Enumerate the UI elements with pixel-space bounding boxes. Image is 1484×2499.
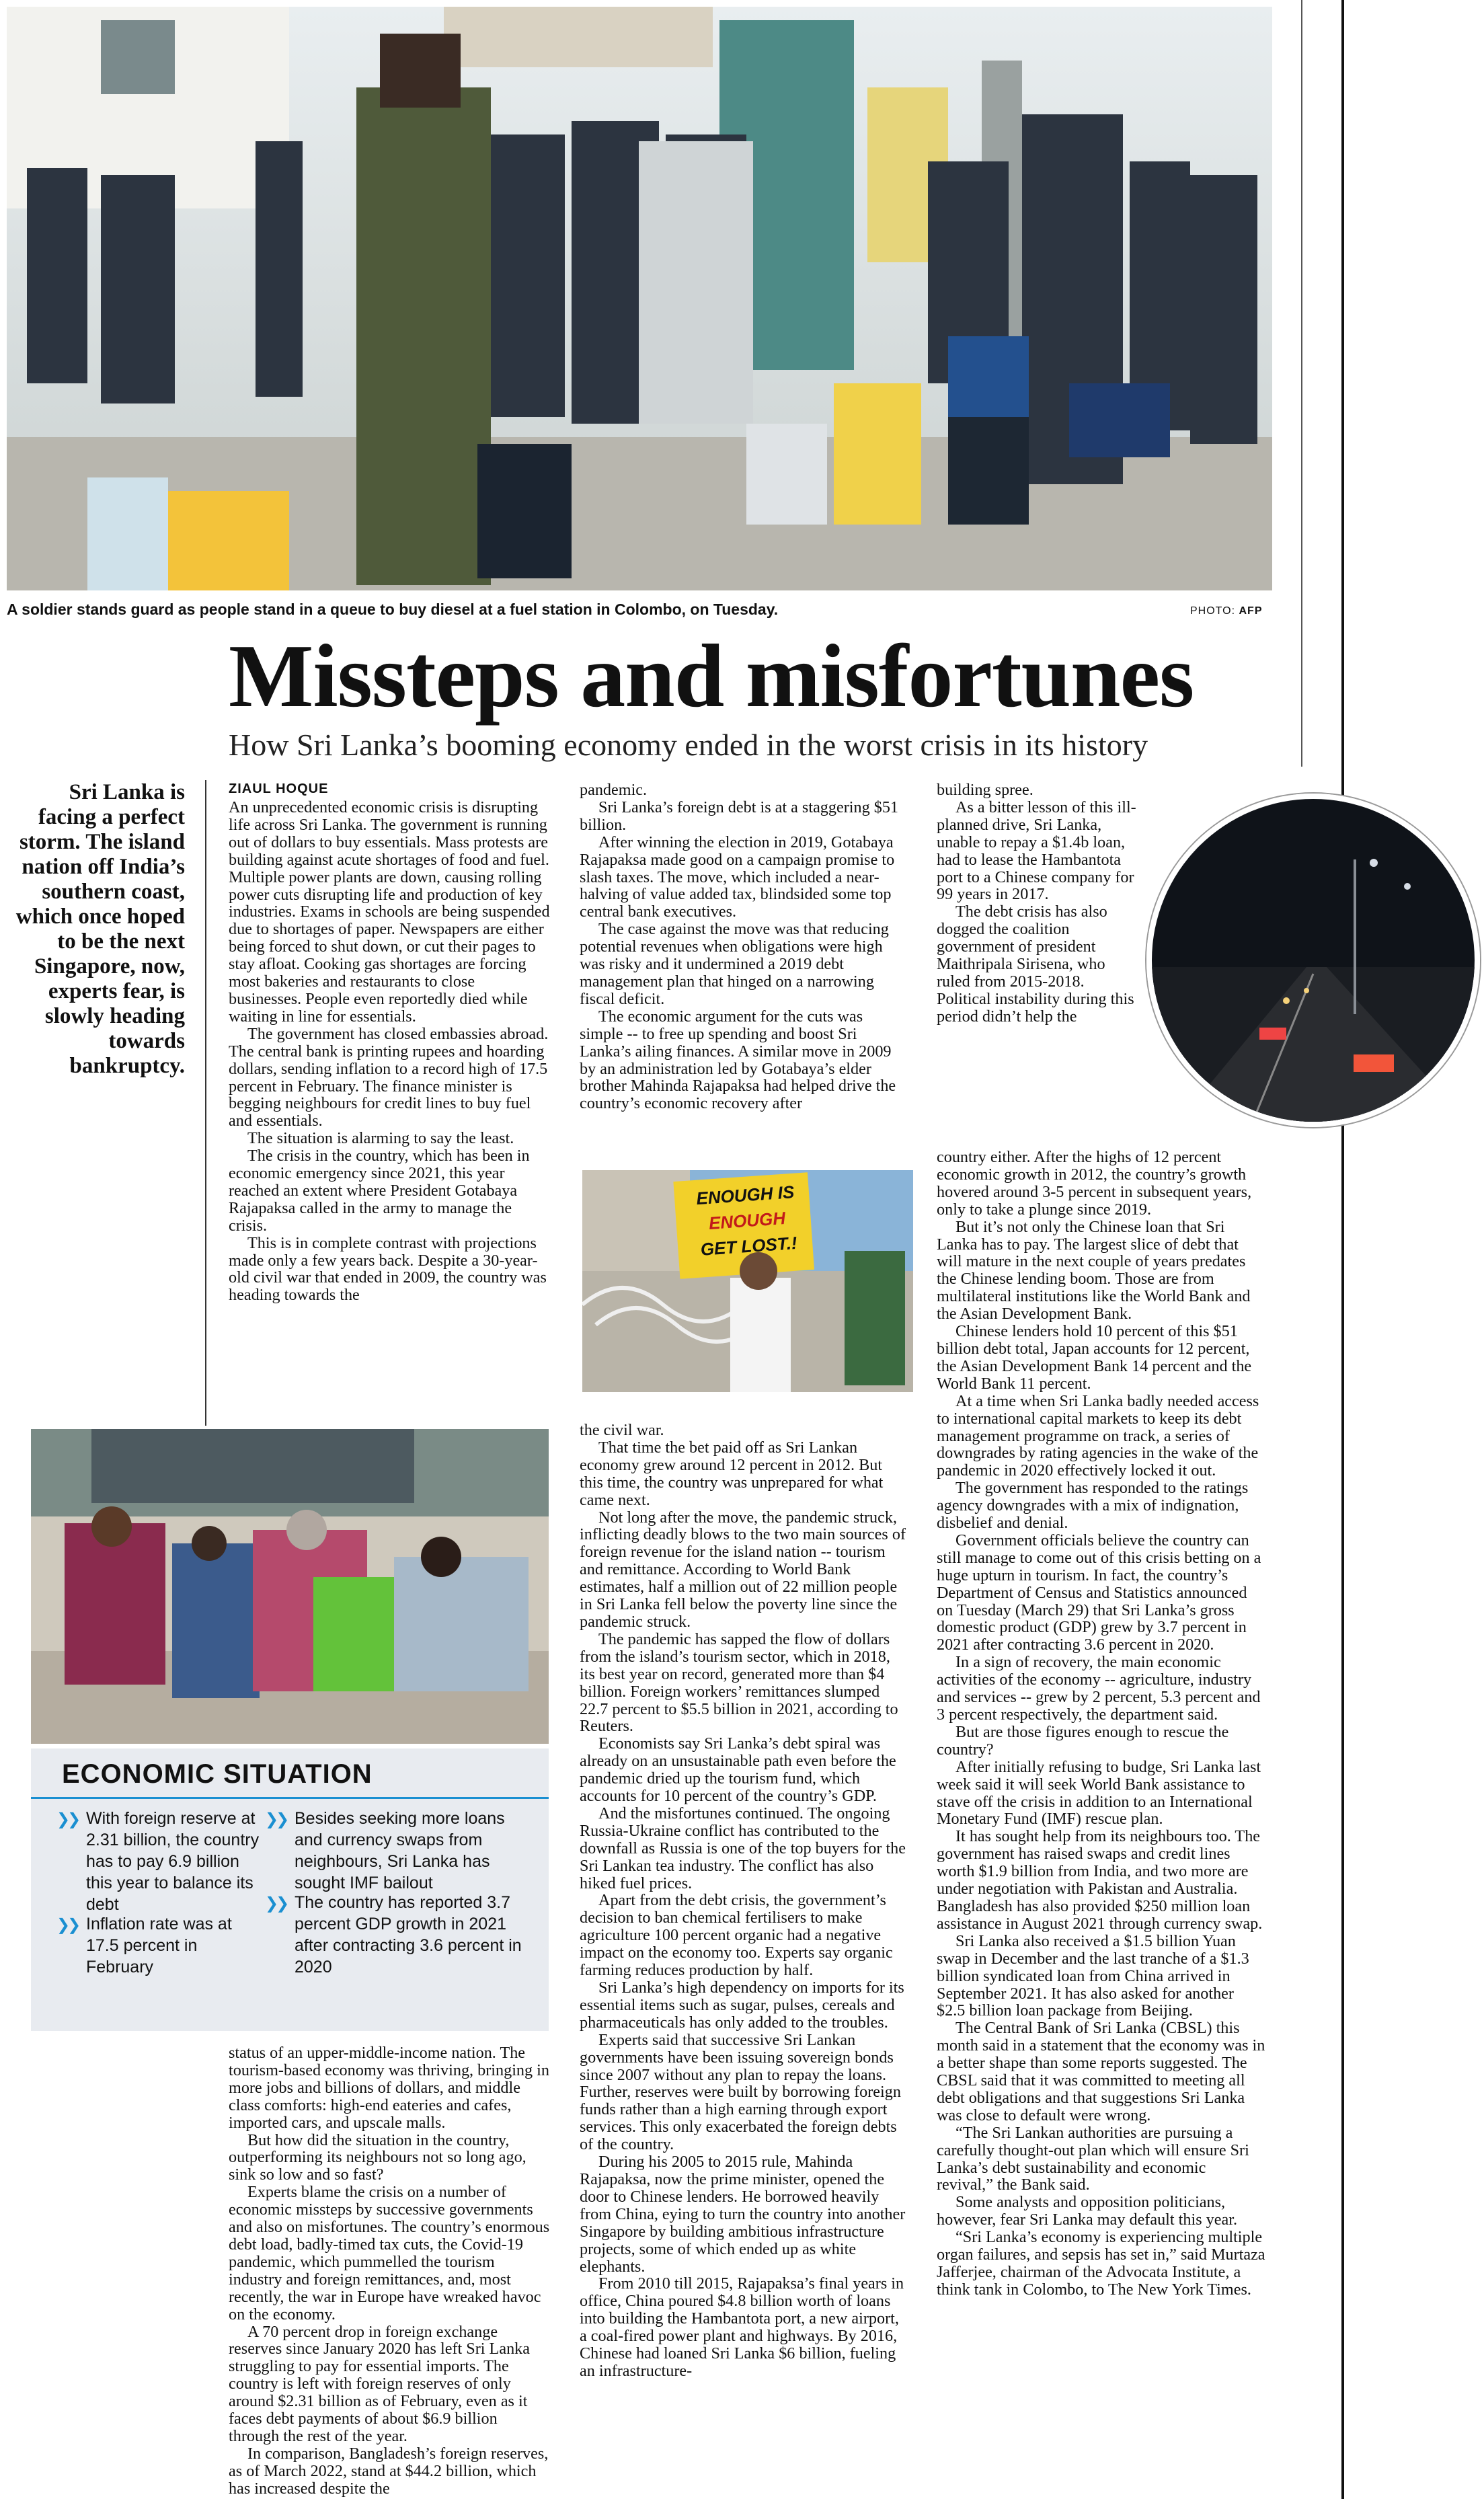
paragraph: In comparison, Bangladesh’s foreign reserves, as of March 2022, stand at $44.2 billion, which has increased despite the [229, 2444, 549, 2498]
arrow-icon: ❯❯ [265, 1810, 287, 1829]
paragraph: But are those figures enough to rescue the country? [937, 1722, 1229, 1759]
econ-bullet [265, 1808, 530, 1894]
paragraph: Apart from the debt crisis, the government’s decision to ban chemical fertilisers to make agriculture 100 percent organic had a negative impact on the economy too. Experts say organic farming reduces production by half. [580, 1891, 893, 1980]
paragraph: The economic argument for the cuts was simple -- to free up spending and boost Sri Lanka’s ailing finances. A similar move in 2009 by an administration led by Gotabaya’s elder brother Mahinda Rajapaksa had helped drive the country’s economic recovery after [580, 1007, 896, 1113]
paragraph: The debt crisis has also dogged the coalition government of president Maithripala Sirisena, who ruled from 2015-2018. Political instability during this period didn’t help the [937, 902, 1134, 1026]
sign-line: ENOUGH [708, 1208, 786, 1233]
bullet-text: Inflation rate was at 17.5 percent in February [86, 1915, 232, 1976]
paragraph: Experts said that successive Sri Lankan governments have been issuing sovereign bonds since 2007 without any plan to repay the loans. Further, reserves were built by borrowing foreign funds rather than a high earning through export services. This only exacerbated the foreign debts of the country. [580, 2030, 901, 2154]
rule-top-right [1301, 0, 1302, 767]
bullet-text: The country has reported 3.7 percent GDP growth in 2021 after contracting 3.6 percent in 2020 [295, 1893, 522, 1976]
paragraph: A 70 percent drop in foreign exchange reserves since January 2020 has left Sri Lanka struggling to pay for essential imports. The country is left with foreign reserves of only around $2.31 billion as of February, even as it faces debt payments of about $6.9 billion through the rest of the year. [229, 2322, 530, 2445]
article-column-2a [580, 781, 909, 1112]
byline: ZIAUL HOQUE [229, 781, 329, 796]
paragraph: At a time when Sri Lanka badly needed access to international capital markets to keep its debt management programme on track, a series of downgrades by rating agencies in the wake of the pandemic in 2020 effectively locked it out. [937, 1391, 1259, 1480]
night-road-photo [1146, 794, 1480, 1127]
paragraph: “Sri Lanka’s economy is experiencing multiple organ failures, and sepsis has set in,” said Murtaza Jafferjee, chairman of the Advocata Institute, a think tank in Colombo, to The New York Times. [937, 2228, 1265, 2299]
paragraph: Economists say Sri Lanka’s debt spiral was already on an unsustainable path even before the pandemic dried up the tourism fund, which accounts for 10 percent of the country’s GDP. [580, 1734, 896, 1806]
paragraph: “The Sri Lankan authorities are pursuing a carefully thought-out plan which will ensure Sri Lanka’s debt sustainability and economic revival,” the Bank said. [937, 2123, 1249, 2194]
sign-line: GET LOST.! [699, 1232, 798, 1260]
paragraph: The situation is alarming to say the least. [247, 1129, 514, 1148]
paragraph: Chinese lenders hold 10 percent of this $51 billion debt total, Japan accounts for 12 percent, the Asian Development Bank 14 percent and the World Bank 11 percent. [937, 1322, 1252, 1393]
paragraph: The case against the move was that reducing potential revenues when obligations were high was risky and it undermined a 2019 debt management plan that hinged on a narrowing fiscal deficit. [580, 920, 889, 1008]
paragraph: Not long after the move, the pandemic struck, inflicting deadly blows to the two main sources of foreign revenue for the island nation -- tourism and remittance. According to World Bank estimates, half a million out of 22 million people in Sri Lanka fell below the poverty line since the pandemic struck. [580, 1508, 906, 1631]
page-rule [1341, 0, 1344, 2499]
paragraph: But how did the situation in the country, outperforming its neighbours not so long ago, sink so low and so fast? [229, 2130, 526, 2184]
paragraph: status of an upper-middle-income nation. The tourism-based economy was thriving, bringing in more jobs and billions of dollars, and middle class comforts: high-end eateries and cafes, imported cars, and upscale malls. [229, 2044, 549, 2132]
paragraph: Some analysts and opposition politicians, however, fear Sri Lanka may default this year. [937, 2193, 1237, 2229]
article-column-1a [229, 799, 551, 1304]
paragraph: But it’s not only the Chinese loan that Sri Lanka has to pay. The largest slice of debt that will mature in the next couple of years predates the Chinese lending boom. Those are from multilateral institutions like the World Bank and the Asian Development Bank. [937, 1217, 1251, 1323]
economic-situation-title: ECONOMIC SITUATION [62, 1759, 373, 1789]
paragraph: pandemic. [580, 781, 648, 799]
photo-credit [1190, 605, 1271, 617]
paragraph: Sri Lanka’s high dependency on imports for its essential items such as sugar, pulses, cereals and pharmaceuticals has only added to the troubles. [580, 1978, 904, 2032]
econ-rule [31, 1797, 549, 1799]
paragraph: The pandemic has sapped the flow of dollars from the island’s tourism sector, which in 2018, its best year on record, generated more than $4 billion. Foreign workers’ remittances slumped 22.7 percent to $5.5 billion in 2021, according to Reuters. [580, 1629, 898, 1736]
paragraph: The Central Bank of Sri Lanka (CBSL) this month said in a statement that the economy was in a better shape than some reports suggested. The CBSL said that it was committed to meeting all debt obligations and that suggestions Sri Lanka was close to default were wrong. [937, 2019, 1265, 2124]
article-column-3b [937, 1149, 1266, 2299]
article-column-1b [229, 2044, 551, 2498]
headline: Missteps and misfortunes [229, 626, 1194, 726]
credit-label: PHOTO: [1190, 605, 1236, 617]
econ-bullet [56, 1808, 268, 1915]
paragraph: Sri Lanka’s foreign debt is at a staggering $51 billion. [580, 798, 899, 834]
paragraph: That time the bet paid off as Sri Lankan economy grew around 12 percent in 2012. But this time, the country was unprepared for what came next. [580, 1438, 884, 1509]
econ-bullet [265, 1892, 530, 1978]
photo-caption: A soldier stands guard as people stand in a queue to buy diesel at a fuel station in Colombo, on Tuesday. [7, 601, 779, 618]
paragraph: The government has responded to the ratings agency downgrades with a mix of indignation, disbelief and denial. [937, 1479, 1249, 1533]
paragraph: In a sign of recovery, the main economic activities of the economy -- agriculture, industry and services -- grew by 2 percent, 5.3 percent and 3 percent respectively, the department said. [937, 1653, 1261, 1724]
bullet-text: Besides seeking more loans and currency swaps from neighbours, Sri Lanka has sought IMF bailout [295, 1809, 505, 1892]
paragraph: After winning the election in 2019, Gotabaya Rajapaksa made good on a campaign promise to slash taxes. The move, which included a near-halving of value added tax, blindsided some top central bank executives. [580, 833, 895, 921]
bullet-text: With foreign reserve at 2.31 billion, the country has to pay 6.9 billion this year to balance its debt [86, 1809, 260, 1914]
paragraph: It has sought help from its neighbours too. The government has raised swaps and credit lines worth $1.9 billion from India, and two more are under negotiation with Pakistan and Australia. Bangladesh has also provided $250 million loan assistance in August 2021 through currency swap. [937, 1827, 1263, 1933]
paragraph: This is in complete contrast with projections made only a few years back. Despite a 30-year-old civil war that ended in 2009, the country was heading towards the [229, 1233, 547, 1305]
pull-quote: Sri Lanka is facing a perfect storm. The island nation off India’s southern coast, which once hoped to be the next Singapore, now, experts fear, is slowly heading towards bankruptcy. [15, 780, 185, 1078]
paragraph: From 2010 till 2015, Rajapaksa’s final years in office, China poured $4.8 billion worth of loans into building the Hambantota port, a new airport, a coal-fired power plant and highways. By 2016, Chinese had loaned Sri Lanka $6 billion, fueling an infrastructure- [580, 2274, 904, 2380]
women-photo [31, 1429, 549, 1744]
paragraph: country either. After the highs of 12 percent economic growth in 2012, the country’s growth hovered around 3-5 percent in subsequent years, only to take a plunge since 2019. [937, 1148, 1252, 1219]
article-column-2b [580, 1422, 909, 2380]
paragraph: The crisis in the country, which has been in economic emergency since 2021, this year reached an extent where President Gotabaya Rajapaksa called in the army to manage the crisis. [229, 1147, 530, 1235]
paragraph: The government has closed embassies abroad. The central bank is printing rupees and hoarding dollars, sending inflation to a record high of 17.5 percent in February. The finance minister is begging neighbours for credit lines to buy fuel and essentials. [229, 1024, 549, 1130]
paragraph: During his 2005 to 2015 rule, Mahinda Rajapaksa, now the prime minister, opened the door to Chinese lenders. He borrowed heavily from China, eying to turn the country into another Singapore by building ambitious infrastructure projects, some of which ended up as white elephants. [580, 2153, 906, 2276]
paragraph: Experts blame the crisis on a number of economic missteps by successive governments and also on misfortunes. The country’s enormous debt load, badly-timed tax cuts, the Covid-19 pandemic, which pummelled the tourism industry and foreign remittances, and, most recently, the war in Europe have wreaked havoc on the economy. [229, 2183, 550, 2323]
paragraph: And the misfortunes continued. The ongoing Russia-Ukraine conflict has contributed to the downfall as Russia is one of the top buyers for the Sri Lankan tea industry. The conflict has also hiked fuel prices. [580, 1804, 906, 1892]
paragraph: Government officials believe the country can still manage to come out of this crisis betting on a huge upturn in tourism. In fact, the country’s Department of Census and Statistics announced on Tuesday (March 29) that Sri Lanka’s gross domestic product (GDP) grew by 3.7 percent in 2021 after contracting 3.6 percent in 2020. [937, 1531, 1261, 1654]
paragraph: the civil war. [580, 1421, 664, 1439]
protest-photo [582, 1170, 913, 1392]
deck: How Sri Lanka’s booming economy ended in the worst crisis in its history [229, 728, 1148, 762]
paragraph: building spree. [937, 781, 1033, 799]
protest-sign-text [684, 1178, 810, 1263]
article-column-3a [937, 781, 1138, 1026]
paragraph: Sri Lanka also received a $1.5 billion Yuan swap in December and the last tranche of a $1.3 billion syndicated loan from China arrived in September 2021. It has also asked for another $2.5 billion loan package from Beijing. [937, 1931, 1249, 2020]
paragraph: After initially refusing to budge, Sri Lanka last week said it will seek World Bank assistance to stave off the crisis in addition to an International Monetary Fund (IMF) rescue plan. [937, 1757, 1261, 1829]
arrow-icon: ❯❯ [265, 1894, 287, 1913]
pull-quote-rule [205, 780, 206, 1426]
econ-bullet [56, 1913, 268, 1978]
arrow-icon: ❯❯ [56, 1810, 79, 1829]
sign-line: ENOUGH IS [695, 1182, 795, 1209]
hero-photo [7, 7, 1272, 590]
paragraph: As a bitter lesson of this ill-planned drive, Sri Lanka, unable to repay a $1.4b loan, had to lease the Hambantota port to a Chinese company for 99 years in 2017. [937, 798, 1136, 904]
paragraph: An unprecedented economic crisis is disrupting life across Sri Lanka. The government is running out of dollars to buy essentials. Mass protests are building against acute shortages of food and fuel. Multiple power plants are down, causing rolling power cuts disrupting life and production of key industries. Exams in schools are being suspended due to shortages of paper. Newspapers are either being forced to shut down, or cut their pages to stay afloat. Cooking gas shortages are forcing most bakeries and restaurants to close businesses. People even reportedly died while waiting in line for essentials. [229, 798, 550, 1026]
arrow-icon: ❯❯ [56, 1916, 79, 1934]
credit-source: AFP [1239, 605, 1263, 617]
